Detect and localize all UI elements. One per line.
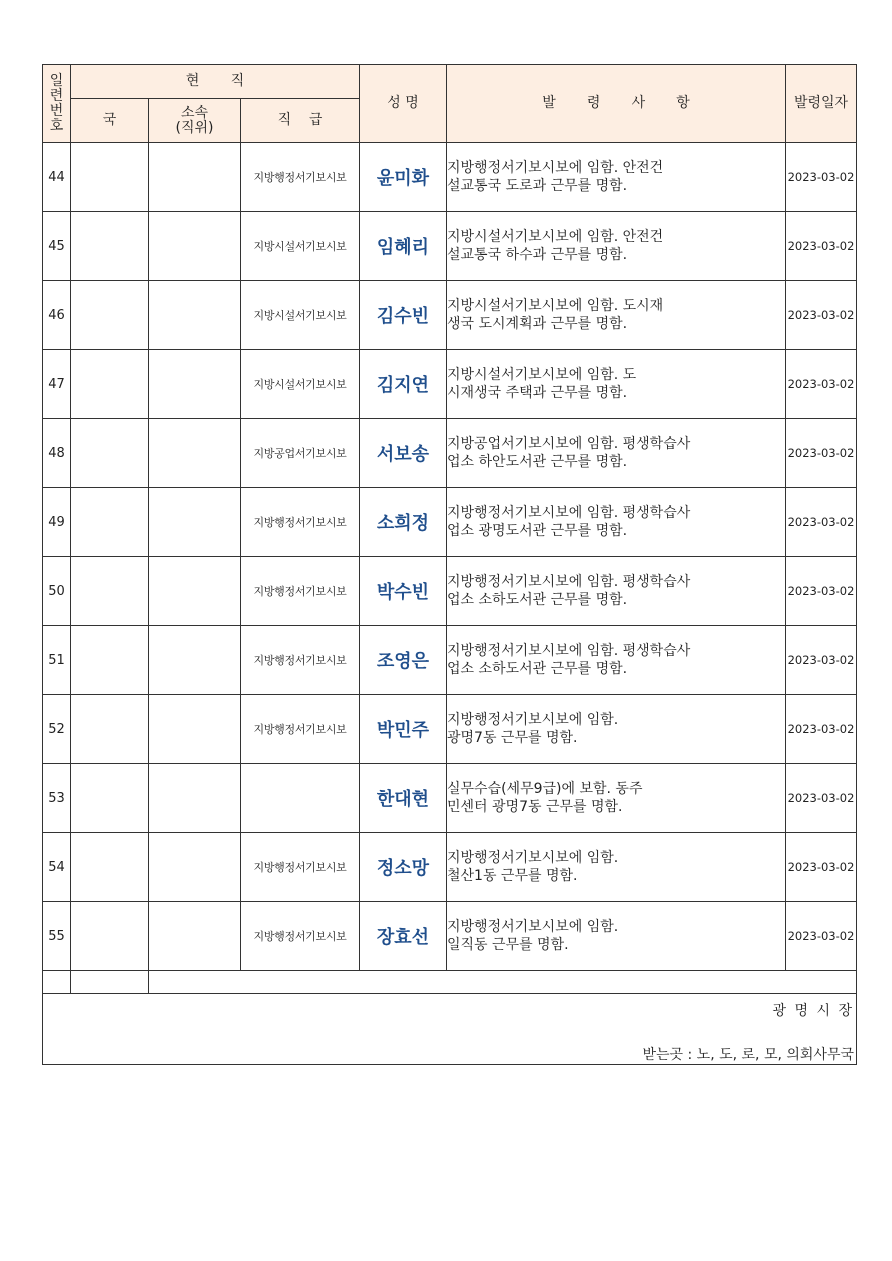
name-cell: 윤미화: [360, 143, 447, 212]
order-date-cell: 2023-03-02: [786, 902, 857, 971]
bureau-cell: [71, 212, 149, 281]
name-cell: 정소망: [360, 833, 447, 902]
order-detail-line: 지방행정서기보시보에 임함.: [447, 919, 619, 935]
serial-number-cell: 48: [43, 419, 71, 488]
table-row: [43, 350, 857, 419]
order-detail-line: 지방시설서기보시보에 임함. 도시재: [447, 298, 664, 314]
order-detail-cell: [447, 488, 786, 557]
table-row: [43, 212, 857, 281]
order-detail-cell: [447, 350, 786, 419]
order-date-cell: 2023-03-02: [786, 281, 857, 350]
order-detail-line: 지방행정서기보시보에 임함.: [447, 712, 619, 728]
bureau-cell: [71, 557, 149, 626]
name-header: 성 명: [360, 65, 447, 143]
affiliation-cell: [149, 626, 241, 695]
rank-cell: 지방행정서기보시보: [241, 557, 360, 626]
bureau-cell: [71, 281, 149, 350]
rank-cell: 지방시설서기보시보: [241, 212, 360, 281]
table-row: [43, 902, 857, 971]
blank-cell: [149, 971, 857, 994]
serial-header-char: 일: [49, 72, 64, 89]
table-row: [43, 419, 857, 488]
rank-cell: 지방행정서기보시보: [241, 626, 360, 695]
rank-cell: 지방행정서기보시보: [241, 902, 360, 971]
affiliation-cell: [149, 764, 241, 833]
order-detail-cell: [447, 419, 786, 488]
serial-number-cell: 50: [43, 557, 71, 626]
order-detail-cell: [447, 833, 786, 902]
order-date-cell: 2023-03-02: [786, 833, 857, 902]
table-row: [43, 833, 857, 902]
order-detail-line: 업소 소하도서관 근무를 명함.: [447, 661, 628, 677]
order-detail-line: 지방행정서기보시보에 임함. 평생학습사: [447, 505, 691, 521]
bureau-cell: [71, 695, 149, 764]
name-cell: 서보송: [360, 419, 447, 488]
bureau-cell: [71, 419, 149, 488]
order-detail-line: 지방행정서기보시보에 임함. 평생학습사: [447, 643, 691, 659]
blank-cell: [71, 971, 149, 994]
serial-header-char: 호: [49, 117, 64, 134]
order-date-cell: 2023-03-02: [786, 764, 857, 833]
serial-number-cell: 53: [43, 764, 71, 833]
serial-number-cell: 55: [43, 902, 71, 971]
order-date-cell: 2023-03-02: [786, 626, 857, 695]
bureau-cell: [71, 143, 149, 212]
order-detail-cell: [447, 143, 786, 212]
order-detail-cell: [447, 557, 786, 626]
bureau-cell: [71, 350, 149, 419]
order-date-cell: 2023-03-02: [786, 419, 857, 488]
rank-cell: [241, 764, 360, 833]
order-date-cell: 2023-03-02: [786, 557, 857, 626]
order-detail-line: 업소 하안도서관 근무를 명함.: [447, 454, 628, 470]
affiliation-cell: [149, 350, 241, 419]
order-date-cell: 2023-03-02: [786, 488, 857, 557]
order-detail-line: 지방공업서기보시보에 임함. 평생학습사: [447, 436, 691, 452]
affiliation-cell: [149, 143, 241, 212]
order-date-cell: 2023-03-02: [786, 143, 857, 212]
name-cell: 김수빈: [360, 281, 447, 350]
current-position-header: 현 직: [71, 65, 360, 99]
order-detail-cell: [447, 281, 786, 350]
bureau-cell: [71, 764, 149, 833]
signatory-text: 광 명 시 장: [772, 1003, 854, 1019]
serial-number-cell: 49: [43, 488, 71, 557]
serial-number-cell: 54: [43, 833, 71, 902]
affiliation-cell: [149, 212, 241, 281]
order-detail-cell: [447, 902, 786, 971]
rank-cell: 지방행정서기보시보: [241, 695, 360, 764]
order-detail-cell: [447, 212, 786, 281]
order-detail-line: 지방시설서기보시보에 임함. 도: [447, 367, 637, 383]
order-detail-line: 업소 광명도서관 근무를 명함.: [447, 523, 628, 539]
bureau-header: 국: [71, 99, 149, 143]
serial-number-header: [43, 65, 71, 143]
order-detail-line: 철산1동 근무를 명함.: [447, 868, 578, 884]
order-detail-cell: [447, 764, 786, 833]
header-row-top: [43, 65, 857, 99]
order-details-header: 발 령 사 항: [447, 65, 786, 143]
order-detail-line: 민센터 광명7동 근무를 명함.: [447, 799, 623, 815]
order-detail-line: 생국 도시계획과 근무를 명함.: [447, 316, 628, 332]
blank-row: [43, 971, 857, 994]
order-detail-line: 설교통국 하수과 근무를 명함.: [447, 247, 628, 263]
order-date-cell: 2023-03-02: [786, 695, 857, 764]
table-row: [43, 695, 857, 764]
order-detail-line: 지방행정서기보시보에 임함. 평생학습사: [447, 574, 691, 590]
bureau-cell: [71, 902, 149, 971]
personnel-order-table: [42, 64, 857, 1065]
rank-cell: 지방시설서기보시보: [241, 281, 360, 350]
rank-header: 직 급: [241, 99, 360, 143]
order-detail-line: 실무수습(세무9급)에 보함. 동주: [447, 781, 643, 797]
rank-cell: 지방행정서기보시보: [241, 143, 360, 212]
order-detail-line: 시재생국 주택과 근무를 명함.: [447, 385, 628, 401]
name-cell: 한대현: [360, 764, 447, 833]
order-detail-line: 지방행정서기보시보에 임함.: [447, 850, 619, 866]
serial-number-cell: 51: [43, 626, 71, 695]
affiliation-cell: [149, 557, 241, 626]
serial-number-cell: 46: [43, 281, 71, 350]
table-row: [43, 626, 857, 695]
serial-number-cell: 47: [43, 350, 71, 419]
name-cell: 김지연: [360, 350, 447, 419]
order-detail-line: 설교통국 도로과 근무를 명함.: [447, 178, 628, 194]
name-cell: 박민주: [360, 695, 447, 764]
order-date-cell: 2023-03-02: [786, 212, 857, 281]
order-date-cell: 2023-03-02: [786, 350, 857, 419]
order-date-header: 발령일자: [786, 65, 857, 143]
footer-cell: [43, 994, 857, 1065]
table-row: [43, 143, 857, 212]
name-cell: 임혜리: [360, 212, 447, 281]
order-detail-line: 업소 소하도서관 근무를 명함.: [447, 592, 628, 608]
order-detail-cell: [447, 695, 786, 764]
table-row: [43, 281, 857, 350]
affiliation-header-line2: (직위): [175, 119, 214, 136]
order-detail-line: 광명7동 근무를 명함.: [447, 730, 578, 746]
order-detail-line: 일직동 근무를 명함.: [447, 937, 569, 953]
table-row: [43, 488, 857, 557]
affiliation-cell: [149, 281, 241, 350]
rank-cell: 지방행정서기보시보: [241, 488, 360, 557]
bureau-cell: [71, 626, 149, 695]
footer-row: [43, 994, 857, 1065]
affiliation-cell: [149, 833, 241, 902]
serial-header-char: 련: [49, 87, 64, 104]
table-row: [43, 764, 857, 833]
recipients-text: 받는곳 : 노, 도, 로, 모, 의회사무국: [642, 1047, 854, 1063]
bureau-cell: [71, 488, 149, 557]
table-row: [43, 557, 857, 626]
serial-number-cell: 52: [43, 695, 71, 764]
affiliation-cell: [149, 488, 241, 557]
rank-cell: 지방시설서기보시보: [241, 350, 360, 419]
serial-number-cell: 44: [43, 143, 71, 212]
blank-cell: [43, 971, 71, 994]
name-cell: 소희정: [360, 488, 447, 557]
affiliation-cell: [149, 419, 241, 488]
order-detail-line: 지방행정서기보시보에 임함. 안전건: [447, 160, 664, 176]
serial-header-char: 번: [49, 102, 64, 119]
serial-number-cell: 45: [43, 212, 71, 281]
bureau-cell: [71, 833, 149, 902]
rank-cell: 지방공업서기보시보: [241, 419, 360, 488]
name-cell: 장효선: [360, 902, 447, 971]
order-detail-cell: [447, 626, 786, 695]
order-detail-line: 지방시설서기보시보에 임함. 안전건: [447, 229, 664, 245]
affiliation-header: [149, 99, 241, 143]
affiliation-cell: [149, 902, 241, 971]
name-cell: 박수빈: [360, 557, 447, 626]
name-cell: 조영은: [360, 626, 447, 695]
affiliation-header-line1: 소속: [180, 104, 209, 121]
affiliation-cell: [149, 695, 241, 764]
rank-cell: 지방행정서기보시보: [241, 833, 360, 902]
